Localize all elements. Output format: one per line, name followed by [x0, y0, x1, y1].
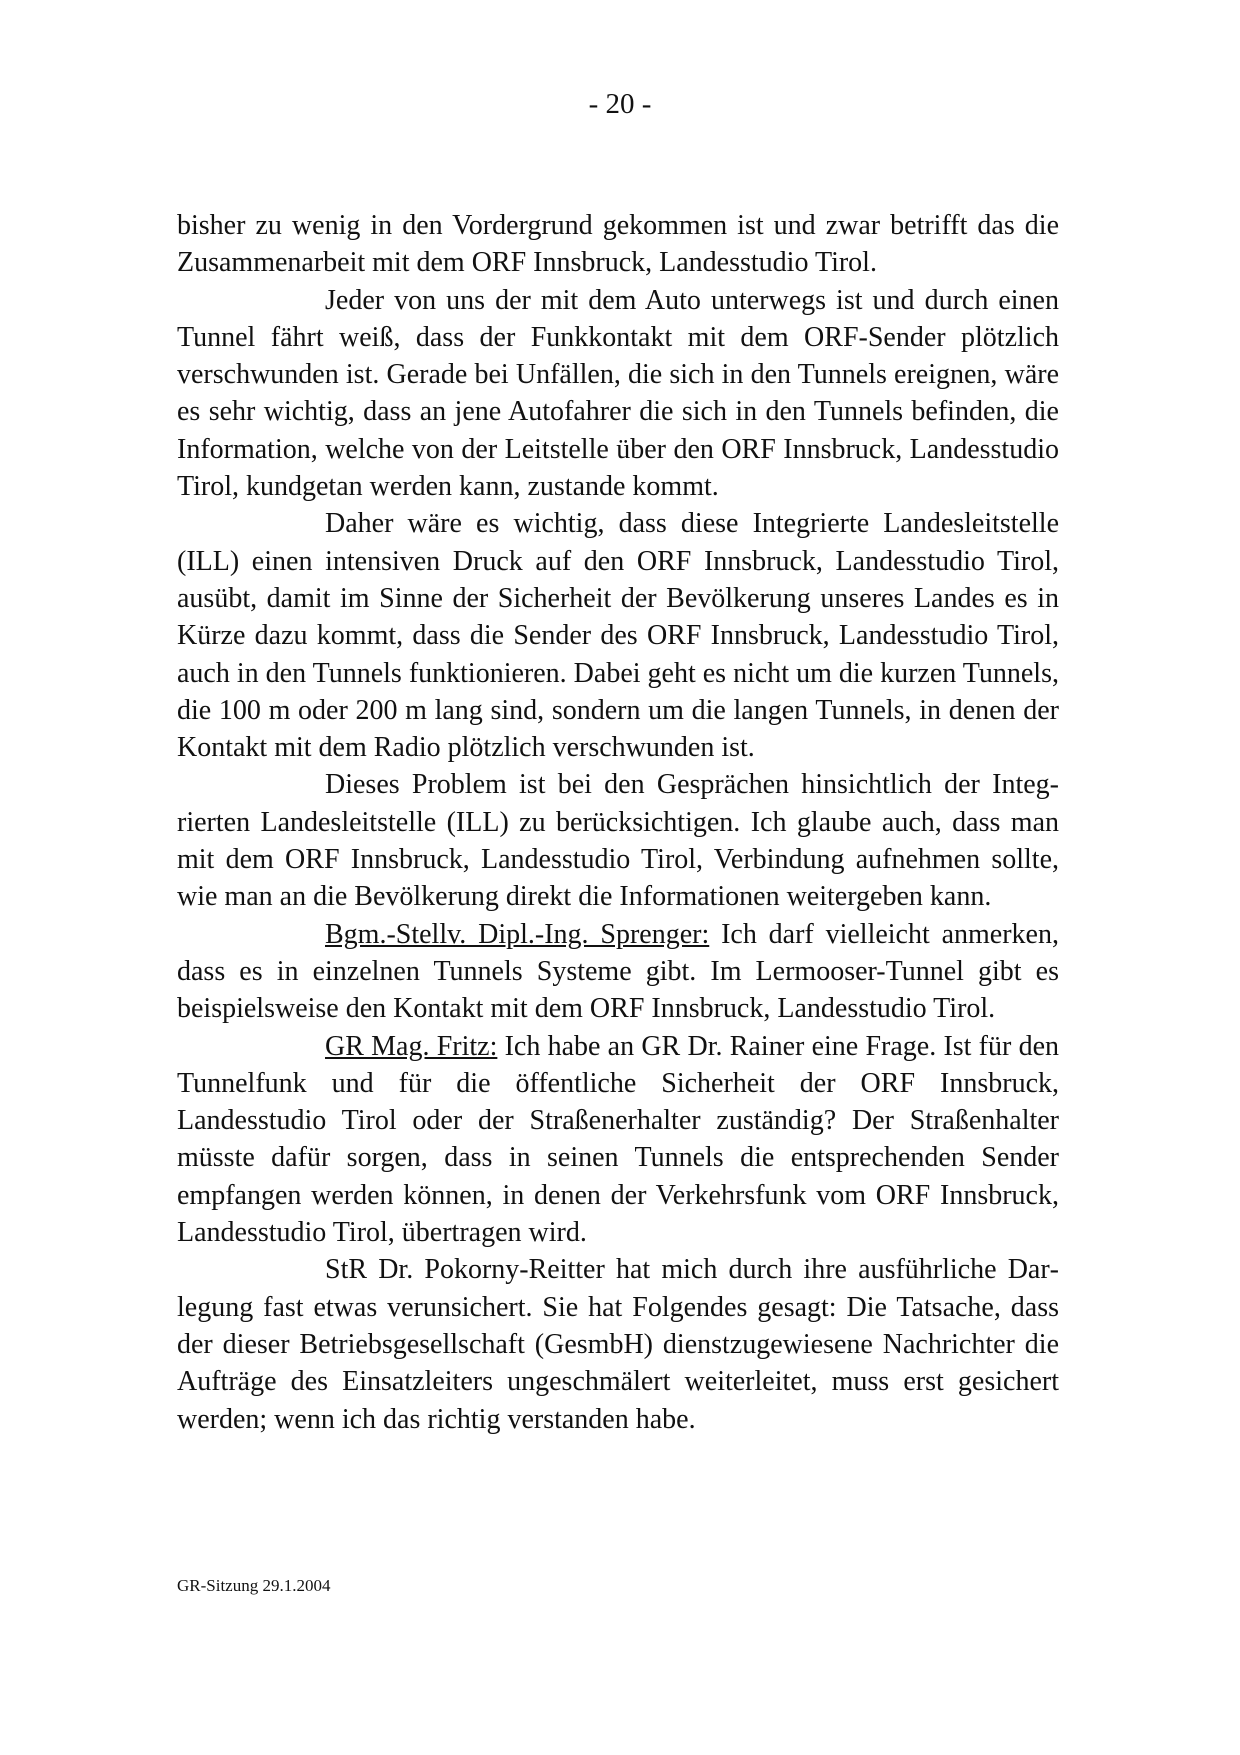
- paragraph: [177, 766, 1059, 915]
- page-number: - 20 -: [588, 88, 652, 120]
- paragraph: [177, 916, 1059, 1028]
- footer-meeting-date: GR-Sitzung 29.1.2004: [177, 1576, 331, 1595]
- paragraph: [177, 1251, 1059, 1437]
- speaker-name: Bgm.-Stellv. Dipl.-Ing. Sprenger:: [325, 918, 710, 950]
- speaker-name: GR Mag. Fritz:: [325, 1030, 498, 1062]
- paragraph: [177, 505, 1059, 766]
- paragraph-text: Daher wäre es wichtig, dass diese Integrierte Landesleitstelle (ILL) einen intensiven Druck auf den ORF Innsbruck, Landesstudio Tirol, ausübt, damit im Sinne der Sicherheit der Bevölkerung unseres Landes es in Kürze dazu kommt, dass die Sender des ORF Innsbruck, Landesstudio Tirol, auch in den Tunnels funktionieren. Dabei geht es nicht um die kurzen Tunnels, die 100 m oder 200 m lang sind, sondern um die langen Tunnels, in denen der Kontakt mit dem Radio plötzlich verschwunden ist.: [177, 508, 1059, 764]
- paragraph-text: Dieses Problem ist bei den Gesprächen hinsichtlich der Integrierten Landesleitstelle (ILL) zu berücksichtigen. Ich glaube auch, dass man mit dem ORF Innsbruck, Landesstudio Tirol, Verbindung aufnehmen sollte, wie man an die Bevölkerung direkt die Informationen weitergeben kann.: [177, 769, 1059, 913]
- paragraph-text: StR Dr. Pokorny-Reitter hat mich durch ihre ausführliche Darlegung fast etwas verunsichert. Sie hat Folgendes gesagt: Die Tatsache, dass der dieser Betriebsgesellschaft (GesmbH) dienstzugewiesene Nachrichter die Aufträge des Einsatzleiters ungeschmälert weiterleitet, muss erst gesichert werden; wenn ich das richtig verstanden habe.: [177, 1254, 1059, 1435]
- paragraph: [177, 282, 1059, 506]
- paragraph-text: bisher zu wenig in den Vordergrund gekommen ist und zwar betrifft das die Zusammenarbeit mit dem ORF Innsbruck, Landesstudio Tirol.: [177, 210, 1059, 279]
- paragraph-text: Ich darf vielleicht anmerken, dass es in einzelnen Tunnels Systeme gibt. Im Lermooser-Tunnel gibt es beispielsweise den Kontakt mit dem ORF Innsbruck, Landesstudio Tirol.: [177, 918, 1059, 1025]
- paragraph-text: Ich habe an GR Dr. Rainer eine Frage. Ist für den Tunnelfunk und für die öffentliche Sicherheit der ORF Innsbruck, Landesstudio Tirol oder der Straßenerhalter zuständig? Der Straßenhalter müsste dafür sorgen, dass in seinen Tunnels die entsprechenden Sender empfangen werden können, in denen der Verkehrsfunk vom ORF Innsbruck, Landesstudio Tirol, übertragen wird.: [177, 1030, 1059, 1249]
- paragraph: [177, 207, 1059, 282]
- paragraph-text: Jeder von uns der mit dem Auto unterwegs ist und durch einen Tunnel fährt weiß, dass der Funkkontakt mit dem ORF-Sender plötzlich verschwunden ist. Gerade bei Unfällen, die sich in den Tunnels ereignen, wäre es sehr wichtig, dass an jene Autofahrer die sich in den Tunnels befinden, die Information, welche von der Leitstelle über den ORF Innsbruck, Landesstudio Tirol, kundgetan werden kann, zustande kommt.: [177, 284, 1059, 503]
- paragraph: [177, 1028, 1059, 1252]
- body-text: [177, 207, 1059, 1438]
